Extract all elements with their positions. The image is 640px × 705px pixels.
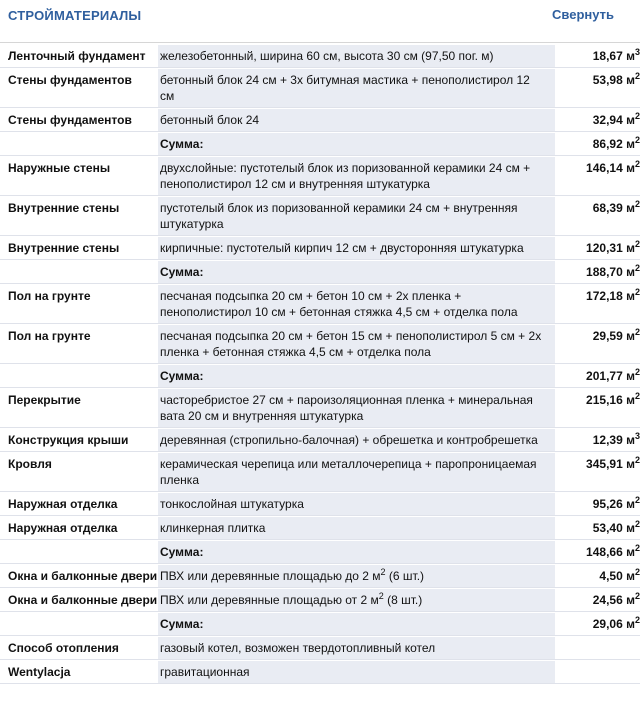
quantity-value (555, 133, 640, 157)
element-description (158, 197, 555, 237)
quantity-unit: м (626, 329, 635, 343)
quantity-number: 86,92 (592, 137, 623, 151)
section-title: СТРОЙМАТЕРИАЛЫ (8, 8, 142, 23)
description-text: Сумма: (160, 369, 204, 383)
table-row (0, 517, 640, 541)
quantity-value (555, 493, 640, 517)
element-label: Пол на грунте (0, 285, 158, 325)
element-label: Способ отопления (0, 637, 158, 661)
sum-row (0, 541, 640, 565)
element-label: Окна и балконные двери (0, 589, 158, 613)
description-text: двухслойные: пустотелый блок из поризованной керамики 24 см + пенополистирол 12 см и внутренняя штукатурка (160, 161, 531, 191)
element-label: Наружная отделка (0, 517, 158, 541)
sum-label (158, 261, 555, 285)
quantity-value (555, 365, 640, 389)
element-label (0, 541, 158, 565)
quantity-value (555, 517, 640, 541)
collapse-label: Свернуть (552, 7, 614, 22)
quantity-value (555, 109, 640, 133)
quantity-unit: м (626, 457, 635, 471)
unit-exponent: 2 (634, 591, 640, 601)
quantity-number: 345,91 (586, 457, 623, 471)
element-description (158, 45, 555, 69)
quantity-value (555, 429, 640, 453)
unit-exponent: 2 (634, 519, 640, 529)
element-label: Wentylacja (0, 661, 158, 685)
element-label: Стены фундаментов (0, 69, 158, 109)
unit-exponent: 2 (634, 135, 640, 145)
quantity-value (555, 613, 640, 637)
description-text: бетонный блок 24 см + 3х битумная мастика + пенополистирол 12 см (160, 73, 530, 103)
description-tail: (8 шт.) (383, 593, 423, 607)
quantity-value (555, 661, 640, 685)
quantity-number: 146,14 (586, 161, 623, 175)
quantity-number: 12,39 (592, 433, 623, 447)
element-description (158, 429, 555, 453)
quantity-number: 32,94 (592, 113, 623, 127)
unit-exponent: 2 (634, 455, 640, 465)
description-text: песчаная подсыпка 20 см + бетон 15 см + пенополистирол 5 см + 2х пленка + бетонная стяжка 4,5 см + отделка пола (160, 329, 542, 359)
description-text: бетонный блок 24 (160, 113, 260, 127)
description-text: часторебристое 27 см + пароизоляционная пленка + минеральная вата 20 см и внутренняя штукатурка (160, 393, 533, 423)
quantity-number: 215,16 (586, 393, 623, 407)
description-exponent: 2 (378, 591, 384, 601)
element-label: Стены фундаментов (0, 109, 158, 133)
description-tail: (6 шт.) (385, 569, 425, 583)
table-row (0, 197, 640, 237)
table-row (0, 325, 640, 365)
quantity-number: 18,67 (592, 49, 623, 63)
quantity-unit: м (626, 201, 635, 215)
quantity-value (555, 541, 640, 565)
quantity-number: 24,56 (592, 593, 623, 607)
quantity-value (555, 285, 640, 325)
element-description (158, 157, 555, 197)
unit-exponent: 2 (634, 159, 640, 169)
quantity-number: 53,98 (592, 73, 623, 87)
unit-exponent: 2 (634, 71, 640, 81)
quantity-value (555, 45, 640, 69)
table-row (0, 429, 640, 453)
element-label (0, 613, 158, 637)
element-label (0, 133, 158, 157)
element-description (158, 325, 555, 365)
quantity-value (555, 565, 640, 589)
quantity-value (555, 389, 640, 429)
quantity-number: 95,26 (592, 497, 623, 511)
unit-exponent: 2 (634, 239, 640, 249)
quantity-value (555, 589, 640, 613)
quantity-unit: м (626, 161, 635, 175)
sum-row (0, 133, 640, 157)
description-text: тонкослойная штукатурка (160, 497, 304, 511)
unit-exponent: 2 (634, 287, 640, 297)
quantity-unit: м (626, 241, 635, 255)
unit-exponent: 2 (634, 391, 640, 401)
table-row (0, 69, 640, 109)
table-row (0, 565, 640, 589)
quantity-value (555, 637, 640, 661)
table-row (0, 109, 640, 133)
quantity-unit: м (626, 497, 635, 511)
element-description (158, 453, 555, 493)
quantity-number: 120,31 (586, 241, 623, 255)
element-label: Перекрытие (0, 389, 158, 429)
sum-row (0, 365, 640, 389)
collapse-link[interactable] (552, 7, 614, 22)
quantity-value (555, 69, 640, 109)
sum-label (158, 613, 555, 637)
element-description (158, 389, 555, 429)
quantity-unit: м (626, 433, 635, 447)
quantity-value (555, 237, 640, 261)
quantity-value (555, 261, 640, 285)
element-description (158, 109, 555, 133)
description-text: гравитационная (160, 665, 250, 679)
description-text: железобетонный, ширина 60 см, высота 30 см (97,50 пог. м) (160, 49, 494, 63)
table-row (0, 453, 640, 493)
unit-exponent: 3 (634, 47, 640, 57)
description-text: Сумма: (160, 137, 204, 151)
unit-exponent: 2 (634, 567, 640, 577)
quantity-number: 29,06 (592, 617, 623, 631)
element-label: Внутренние стены (0, 237, 158, 261)
description-text: газовый котел, возможен твердотопливный котел (160, 641, 436, 655)
quantity-unit: м (626, 369, 635, 383)
quantity-number: 53,40 (592, 521, 623, 535)
description-text: керамическая черепица или металлочерепица + паропроницаемая пленка (160, 457, 537, 487)
element-label: Ленточный фундамент (0, 45, 158, 69)
description-text: ПВХ или деревянные площадью от 2 м (160, 593, 379, 607)
quantity-unit: м (626, 137, 635, 151)
section-header (0, 0, 640, 43)
quantity-value (555, 157, 640, 197)
table-row (0, 493, 640, 517)
element-description (158, 637, 555, 661)
element-label: Внутренние стены (0, 197, 158, 237)
quantity-unit: м (626, 617, 635, 631)
description-text: клинкерная плитка (160, 521, 266, 535)
quantity-unit: м (626, 49, 635, 63)
sum-label (158, 365, 555, 389)
table-row (0, 285, 640, 325)
unit-exponent: 2 (634, 615, 640, 625)
quantity-number: 172,18 (586, 289, 623, 303)
quantity-number: 201,77 (586, 369, 623, 383)
description-text: Сумма: (160, 617, 204, 631)
quantity-unit: м (626, 545, 635, 559)
table-row (0, 637, 640, 661)
description-text: Сумма: (160, 265, 204, 279)
quantity-value (555, 325, 640, 365)
element-label: Окна и балконные двери (0, 565, 158, 589)
element-description (158, 565, 555, 589)
quantity-unit: м (626, 265, 635, 279)
unit-exponent: 2 (634, 543, 640, 553)
sum-label (158, 133, 555, 157)
unit-exponent: 2 (634, 367, 640, 377)
quantity-unit: м (626, 521, 635, 535)
element-description (158, 69, 555, 109)
element-label: Кровля (0, 453, 158, 493)
element-label: Конструкция крыши (0, 429, 158, 453)
quantity-number: 68,39 (592, 201, 623, 215)
materials-table-body (0, 45, 640, 685)
element-label (0, 365, 158, 389)
quantity-unit: м (626, 113, 635, 127)
unit-exponent: 2 (634, 263, 640, 273)
quantity-unit: м (626, 393, 635, 407)
element-label: Пол на грунте (0, 325, 158, 365)
unit-exponent: 2 (634, 327, 640, 337)
unit-exponent: 3 (634, 431, 640, 441)
quantity-number: 148,66 (586, 545, 623, 559)
element-label: Наружная отделка (0, 493, 158, 517)
element-description (158, 517, 555, 541)
quantity-value (555, 197, 640, 237)
table-row (0, 389, 640, 429)
table-row (0, 237, 640, 261)
element-label (0, 261, 158, 285)
sum-row (0, 261, 640, 285)
quantity-number: 188,70 (586, 265, 623, 279)
materials-table-wrap (0, 43, 640, 685)
sum-row (0, 613, 640, 637)
description-text: пустотелый блок из поризованной керамики 24 см + внутренняя штукатурка (160, 201, 518, 231)
element-description (158, 661, 555, 685)
quantity-value (555, 453, 640, 493)
description-text: кирпичные: пустотелый кирпич 12 см + двусторонняя штукатурка (160, 241, 524, 255)
quantity-unit: м (626, 289, 635, 303)
quantity-number: 29,59 (592, 329, 623, 343)
table-row (0, 661, 640, 685)
quantity-unit: м (626, 73, 635, 87)
table-row (0, 45, 640, 69)
element-description (158, 589, 555, 613)
table-row (0, 157, 640, 197)
description-text: Сумма: (160, 545, 204, 559)
unit-exponent: 2 (634, 495, 640, 505)
description-exponent: 2 (380, 567, 386, 577)
unit-exponent: 2 (634, 111, 640, 121)
quantity-number: 4,50 (599, 569, 623, 583)
table-row (0, 589, 640, 613)
element-description (158, 237, 555, 261)
element-description (158, 285, 555, 325)
element-description (158, 493, 555, 517)
description-text: песчаная подсыпка 20 см + бетон 10 см + 2х пленка + пенополистирол 10 см + бетонная стяжка 4,5 см + отделка пола (160, 289, 518, 319)
quantity-unit: м (626, 569, 635, 583)
quantity-unit: м (626, 593, 635, 607)
element-label: Наружные стены (0, 157, 158, 197)
description-text: ПВХ или деревянные площадью до 2 м (160, 569, 381, 583)
materials-table (0, 45, 640, 685)
sum-label (158, 541, 555, 565)
description-text: деревянная (стропильно-балочная) + обрешетка и контробрешетка (160, 433, 538, 447)
unit-exponent: 2 (634, 199, 640, 209)
